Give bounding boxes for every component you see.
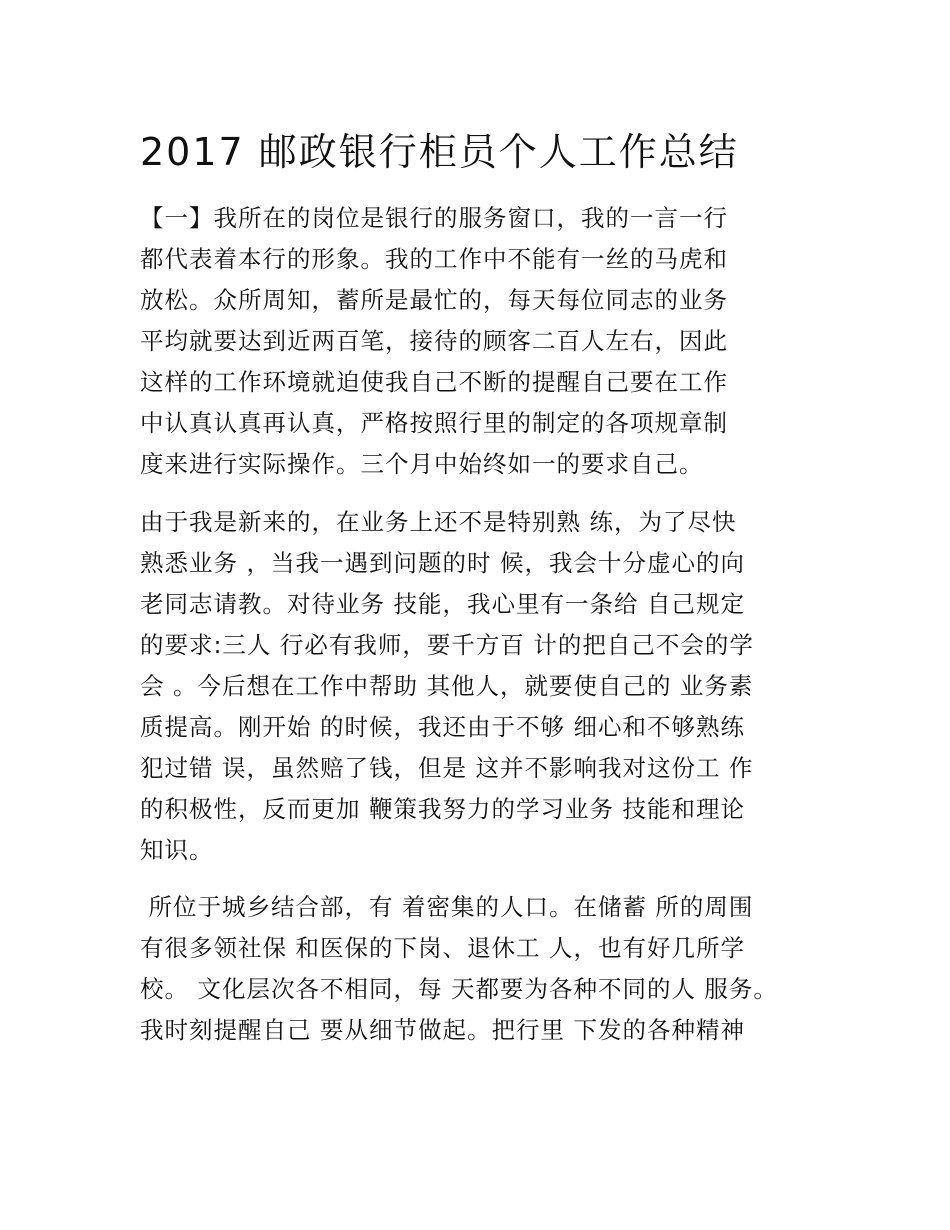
paragraph-line: 【一】我所在的岗位是银行的服务窗口，我的一言一行 [140, 204, 728, 232]
paragraph-line: 都代表着本行的形象。我的工作中不能有一丝的马虎和 [140, 245, 728, 273]
paragraph-line: 平均就要达到近两百笔，接待的顾客二百人左右，因此 [140, 327, 728, 355]
paragraph-line: 中认真认真再认真，严格按照行里的制定的各项规章制 [140, 409, 728, 437]
paragraph-line: 的要求:三人 行必有我师，要千方百 计的把自己不会的学 [140, 631, 754, 659]
document-title: 2017 邮政银行柜员个人工作总结 [140, 130, 739, 174]
paragraph-line: 校。 文化层次各不相同，每 天都要为各种不同的人 服务。 [140, 975, 778, 1003]
paragraph-line: 有很多领社保 和医保的下岗、退休工 人，也有好几所学 [140, 934, 745, 962]
paragraph-line: 我时刻提醒自己 要从细节做起。把行里 下发的各种精神 [140, 1016, 745, 1044]
paragraph-3 [140, 887, 840, 1051]
paragraph-line: 熟悉业务 ，当我一遇到问题的时 候，我会十分虚心的向 [140, 549, 745, 577]
paragraph-line: 会 。今后想在工作中帮助 其他人，就要使自己的 业务素 [140, 672, 754, 700]
paragraph-line: 质提高。刚开始 的时候，我还由于不够 细心和不够熟练 [140, 713, 745, 741]
paragraph-line: 的积极性，反而更加 鞭策我努力的学习业务 技能和理论 [140, 795, 745, 823]
paragraph-2 [140, 502, 840, 871]
paragraph-line: 所位于城乡结合部，有 着密集的人口。在储蓄 所的周围 [140, 893, 754, 921]
paragraph-line: 犯过错 误，虽然赔了钱，但是 这并不影响我对这份工 作 [140, 754, 754, 782]
paragraph-line: 由于我是新来的，在业务上还不是特别熟 练，为了尽快 [140, 508, 737, 536]
paragraph-1 [140, 198, 840, 485]
paragraph-line: 放松。众所周知，蓄所是最忙的，每天每位同志的业务 [140, 286, 728, 314]
paragraph-line: 知识。 [140, 836, 214, 864]
paragraph-line: 这样的工作环境就迫使我自己不断的提醒自己要在工作 [140, 368, 728, 396]
paragraph-line: 老同志请教。对待业务 技能，我心里有一条给 自己规定 [140, 590, 745, 618]
paragraph-line: 度来进行实际操作。三个月中始终如一的要求自己。 [140, 450, 704, 478]
